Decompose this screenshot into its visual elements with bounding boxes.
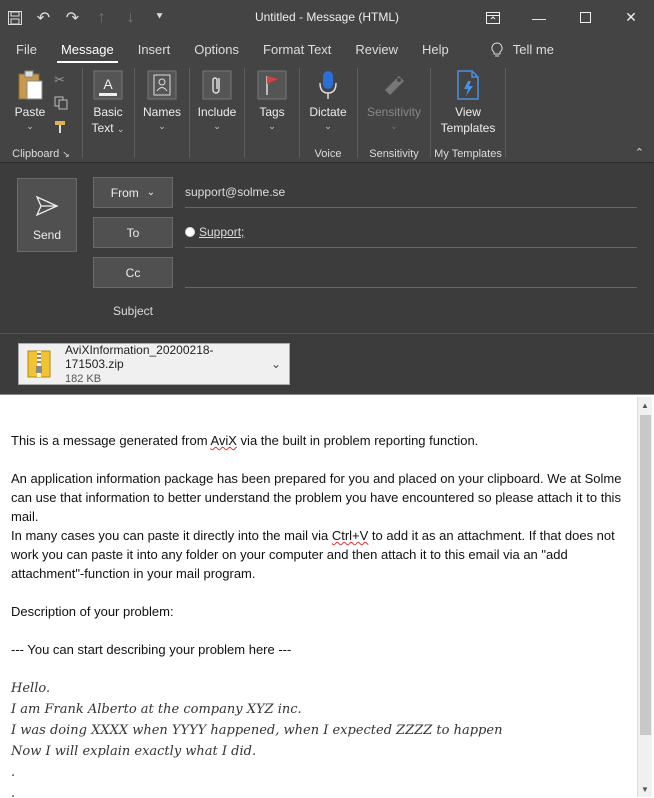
view-templates-label-1: View [455,105,481,119]
sensitivity-group-label: Sensitivity [369,148,419,160]
tab-review[interactable]: Review [355,42,399,57]
send-icon [18,184,76,228]
svg-text:A: A [103,76,113,92]
include-button[interactable] [194,68,240,132]
ribbon [0,64,654,163]
basic-text-icon [88,68,128,102]
cut-icon[interactable]: ✂ [54,72,65,87]
to-recipient[interactable]: Support; [199,225,245,239]
body-paragraph: An application information package has been prepared for you and placed on your clipboard. We at Solme can use that information to better understand the problem you have encountered so please attach it to this mail. [11,471,622,524]
attachment-size: 182 KB [65,373,102,385]
sensitivity-icon [364,68,424,102]
basic-text-button[interactable] [88,68,128,136]
ribbon-separator [134,68,135,158]
tags-dropdown-icon: ⌄ [268,121,276,131]
collapse-ribbon-icon[interactable]: ⌃ [634,147,644,159]
tab-options[interactable]: Options [194,42,240,57]
scroll-down-icon[interactable]: ▼ [641,784,649,794]
flag-icon [250,68,294,102]
to-field[interactable] [185,217,637,248]
ribbon-separator [244,68,245,158]
templates-icon [436,68,500,102]
ribbon-separator [357,68,358,158]
tab-message[interactable]: Message [49,35,126,64]
paste-dropdown-icon: ⌄ [26,121,34,131]
subject-label: Subject [112,304,154,318]
window-title: Untitled - Message (HTML) [254,10,400,24]
attachment-name: AviXInformation_20200218-171503.zip [65,343,214,371]
tab-insert[interactable]: Insert [137,42,171,57]
handwritten-line: . [11,765,16,780]
dictate-dropdown-icon: ⌄ [324,121,332,131]
body-paragraph: In many cases you can paste it directly into the mail via Ctrl+V to add it as an attachment. If that does not work you can paste it into any folder on your computer and then attach it to this email via an "add attachment"-function in your mail program. [11,528,615,581]
ribbon-separator [82,68,83,158]
dialog-launcher-icon[interactable]: ↘ [62,149,70,159]
window-controls [470,0,654,35]
save-icon[interactable] [0,0,29,35]
cc-field[interactable] [185,257,637,288]
chevron-down-icon: ⌄ [146,187,156,198]
include-label: Include [197,105,237,119]
tags-button[interactable] [250,68,294,132]
basic-text-label-2: Text ⌄ [91,121,125,135]
presence-status-icon [185,227,195,237]
attachment-dropdown-icon[interactable]: ⌄ [270,357,282,371]
names-label: Names [142,105,181,119]
handwritten-line: Now I will explain exactly what I did. [11,744,257,759]
send-label: Send [32,228,62,242]
cc-button[interactable] [93,257,173,288]
sensitivity-dropdown-icon: ⌄ [390,121,398,131]
tell-me-search[interactable] [479,35,566,64]
close-icon[interactable]: ✕ [625,9,637,25]
clipboard-group-label: Clipboard ↘ [12,148,70,160]
subject-field[interactable] [185,294,637,325]
tags-label: Tags [259,105,285,119]
ribbon-separator [505,68,506,158]
redo-icon[interactable]: ↷ [65,9,80,27]
names-dropdown-icon: ⌄ [158,121,166,131]
format-painter-icon[interactable] [54,120,68,137]
compose-header [0,163,654,333]
handwritten-line: Hello. [11,681,51,696]
include-dropdown-icon: ⌄ [213,121,221,131]
from-label: From [110,185,139,200]
attachment-bar [0,333,654,393]
view-templates-label-2: Templates [440,121,496,135]
zip-file-icon [19,344,59,384]
tab-help[interactable]: Help [422,42,449,57]
body-paragraph: This is a message generated from AviX via the built in problem reporting function. [11,433,479,448]
paperclip-icon [194,68,240,102]
ribbon-separator [189,68,190,158]
basic-text-label-1: Basic [93,105,123,119]
quick-access-toolbar [0,0,174,35]
copy-icon[interactable] [54,96,68,113]
customize-toolbar-icon[interactable]: ⯆ [155,11,164,23]
vertical-scrollbar[interactable] [637,397,652,797]
to-button[interactable] [93,217,173,248]
send-button[interactable] [17,178,77,252]
ribbon-tabs [0,35,654,64]
clipboard-group [0,64,82,163]
to-label: To [126,225,140,240]
undo-icon[interactable]: ↶ [36,9,51,27]
tell-me-label: Tell me [512,42,554,57]
title-bar [0,0,654,35]
previous-item-icon[interactable]: ↑ [97,8,106,26]
paste-icon [10,68,50,102]
my-templates-group-label: My Templates [434,148,502,160]
scrollbar-thumb[interactable] [640,415,651,735]
message-body[interactable] [0,394,654,798]
address-book-icon [140,68,184,102]
from-button[interactable] [93,177,173,208]
sensitivity-label: Sensitivity [366,105,422,119]
lightbulb-icon [491,42,503,58]
sensitivity-group [362,64,426,163]
ribbon-display-options-icon[interactable] [470,0,516,35]
view-templates-button[interactable] [436,68,500,136]
tab-file[interactable]: File [16,42,37,57]
handwritten-line: . [11,786,16,798]
dictate-button[interactable] [306,68,350,132]
handwritten-line: I was doing XXXX when YYYY happened, when I expected ZZZZ to happen [11,723,503,738]
sensitivity-button[interactable] [364,68,424,132]
cc-label: Cc [125,265,141,280]
names-button[interactable] [140,68,184,132]
body-paragraph: --- You can start describing your problem here --- [11,642,292,657]
voice-group-label: Voice [314,148,342,160]
minimize-icon[interactable]: — [532,9,546,26]
body-paragraph: Description of your problem: [11,604,174,619]
paste-button[interactable] [10,68,50,132]
dictate-label: Dictate [309,105,347,119]
voice-group [300,64,356,163]
paste-label: Paste [14,105,46,119]
from-value: support@solme.se [185,177,637,208]
next-item-icon[interactable]: ↓ [126,8,135,26]
microphone-icon [306,68,350,102]
my-templates-group [432,64,504,163]
tab-format-text[interactable]: Format Text [263,42,332,57]
scroll-up-icon[interactable]: ▲ [641,400,649,410]
ribbon-separator [430,68,431,158]
handwritten-line: I am Frank Alberto at the company XYZ inc. [11,702,302,717]
message-content[interactable] [11,431,626,798]
attachment-chip[interactable] [18,343,290,385]
maximize-icon[interactable] [562,0,608,35]
